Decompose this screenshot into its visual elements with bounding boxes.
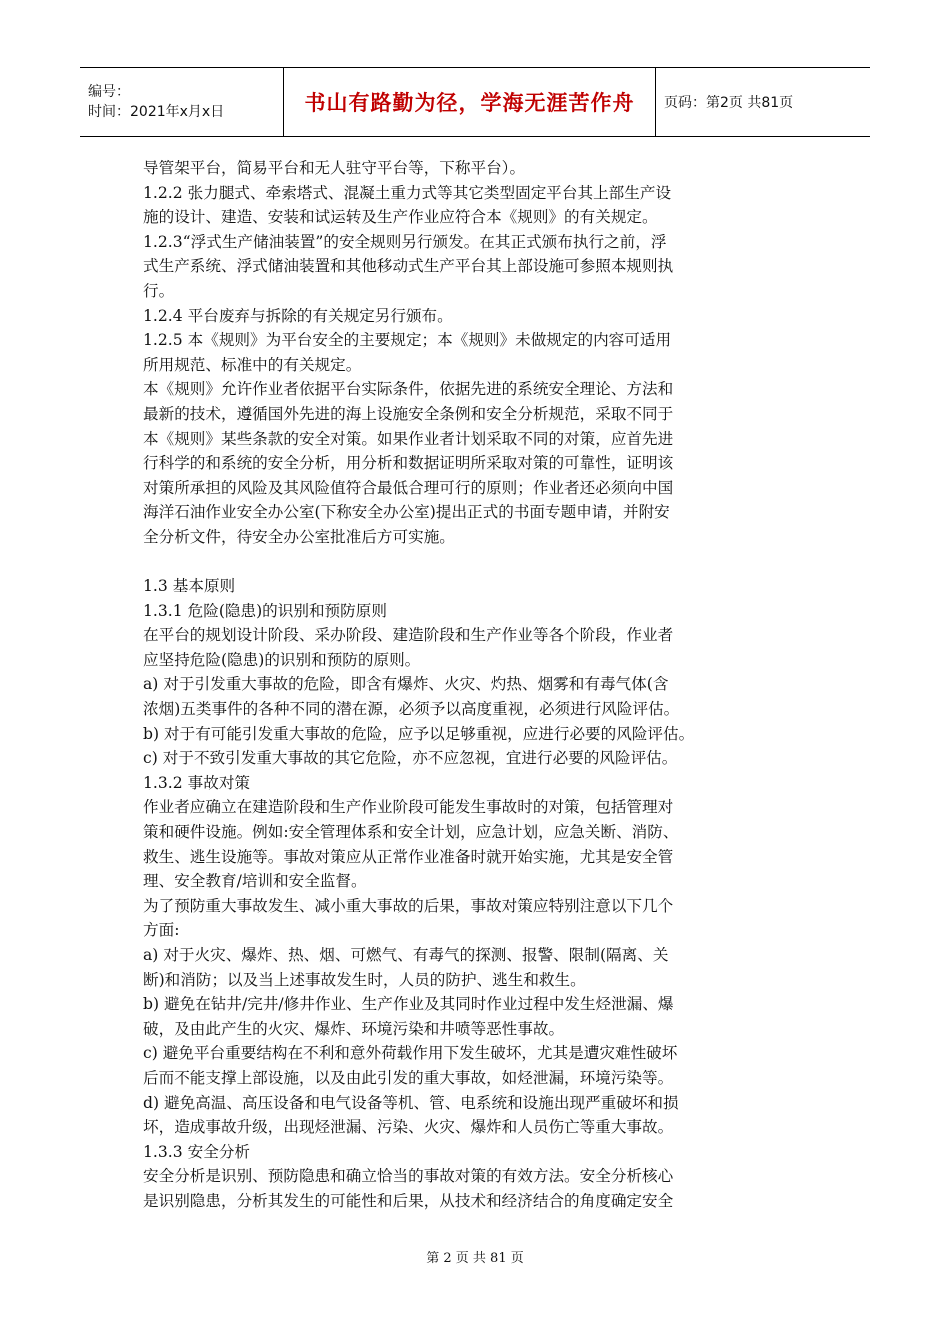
text-line: d) 避免高温、高压设备和电气设备等机、管、电系统和设施出现严重破坏和损 — [143, 1093, 679, 1112]
text-line: 式生产系统、浮式储油装置和其他移动式生产平台其上部设施可参照本规则执 — [143, 257, 674, 276]
text-line: 坏，造成事故升级，出现烃泄漏、污染、火灾、爆炸和人员伤亡等重大事故。 — [143, 1118, 674, 1137]
text-line: 浓烟)五类事件的各种不同的潜在源，必须予以高度重视，必须进行风险评估。 — [143, 700, 680, 719]
text-line: b) 避免在钻井/完井/修井作业、生产作业及其同时作业过程中发生烃泄漏、爆 — [143, 995, 674, 1014]
text-line: 所用规范、标准中的有关规定。 — [143, 355, 362, 374]
text-line: 方面: — [143, 921, 180, 940]
page-footer: 第 2 页 共 81 页 — [426, 1251, 524, 1266]
text-line: 导管架平台，简易平台和无人驻守平台等，下称平台）。 — [143, 159, 526, 177]
text-line: 作业者应确立在建造阶段和生产作业阶段可能发生事故时的对策，包括管理对 — [143, 798, 674, 817]
text-line: c) 避免平台重要结构在不利和意外荷载作用下发生破坏，尤其是遭灾难性破坏 — [143, 1044, 678, 1063]
text-line: 断)和消防；以及当上述事故发生时，人员的防护、逃生和救生。 — [143, 970, 586, 989]
text-line: 1.3 基本原则 — [143, 577, 236, 596]
text-line: 策和硬件设施。例如:安全管理体系和安全计划，应急计划，应急关断、消防、 — [143, 823, 679, 842]
serial-label: 编号： — [88, 84, 130, 100]
text-line: 1.3.2 事故对策 — [143, 773, 251, 792]
header-left-cell — [80, 68, 283, 136]
blank-line — [143, 550, 813, 575]
text-line: 是识别隐患，分析其发生的可能性和后果，从技术和经济结合的角度确定安全 — [143, 1191, 674, 1210]
text-line: 在平台的规划设计阶段、采办阶段、建造阶段和生产作业等各个阶段，作业者 — [143, 626, 674, 645]
text-line: 本《规则》某些条款的安全对策。如果作业者计划采取不同的对策，应首先进 — [143, 429, 674, 448]
text-line: 后而不能支撑上部设施，以及由此引发的重大事故，如烃泄漏，环境污染等。 — [143, 1068, 674, 1087]
text-line: b) 对于有可能引发重大事故的危险，应予以足够重视，应进行必要的风险评估。 — [143, 724, 695, 743]
text-line: 安全分析是识别、预防隐患和确立恰当的事故对策的有效方法。安全分析核心 — [143, 1167, 674, 1186]
text-line: 救生、逃生设施等。事故对策应从正常作业准备时就开始实施，尤其是安全管 — [143, 847, 674, 866]
page-info: 页码：第2页 共81页 — [664, 95, 794, 111]
text-line: 理、安全教育/培训和安全监督。 — [143, 872, 367, 891]
text-line: 破，及由此产生的火灾、爆炸、环境污染和井喷等恶性事故。 — [143, 1019, 565, 1038]
text-line: 行。 — [143, 281, 175, 300]
text-line: 最新的技术，遵循国外先进的海上设施安全条例和安全分析规范，采取不同于 — [143, 404, 674, 423]
text-line: c) 对于不致引发重大事故的其它危险，亦不应忽视，宜进行必要的风险评估。 — [143, 749, 678, 768]
text-line: 1.2.4 平台废弃与拆除的有关规定另行颁布。 — [143, 306, 453, 325]
text-line: 全分析文件，待安全办公室批准后方可实施。 — [143, 527, 455, 546]
text-line: 1.2.2 张力腿式、牵索塔式、混凝土重力式等其它类型固定平台其上部生产设 — [143, 183, 672, 202]
text-line: 对策所承担的风险及其风险值符合最低合理可行的原则；作业者还必须向中国 — [143, 478, 674, 497]
text-line: 行科学的和系统的安全分析，用分析和数据证明所采取对策的可靠性，证明该 — [143, 454, 674, 473]
text-line: 1.3.3 安全分析 — [143, 1142, 251, 1161]
text-line: a) 对于火灾、爆炸、热、烟、可燃气、有毒气的探测、报警、限制(隔离、关 — [143, 946, 669, 964]
motto-text: 书山有路勤为径，学海无涯苦作舟 — [304, 91, 635, 115]
text-line: 1.2.3“浮式生产储油装置”的安全规则另行颁发。在其正式颁布执行之前，浮 — [143, 232, 667, 251]
text-line: a) 对于引发重大事故的危险，即含有爆炸、火灾、灼热、烟雾和有毒气体(含 — [143, 675, 669, 694]
text-line: 应坚持危险(隐患)的识别和预防的原则。 — [143, 650, 421, 669]
page-header — [80, 67, 870, 137]
text-line: 为了预防重大事故发生、减小重大事故的后果，事故对策应特别注意以下几个 — [143, 896, 674, 915]
document-body — [143, 156, 813, 1214]
text-line: 海洋石油作业安全办公室(下称安全办公室)提出正式的书面专题申请，并附安 — [143, 503, 670, 522]
header-middle-cell — [283, 68, 656, 136]
text-line: 本《规则》允许作业者依据平台实际条件，依据先进的系统安全理论、方法和 — [143, 380, 674, 399]
text-line: 施的设计、建造、安装和试运转及生产作业应符合本《规则》的有关规定。 — [143, 208, 658, 227]
header-right-cell — [656, 68, 870, 136]
text-line: 1.3.1 危险(隐患)的识别和预防原则 — [143, 601, 387, 620]
date-label: 时间：2021年x月x日 — [88, 104, 225, 120]
text-line: 1.2.5 本《规则》为平台安全的主要规定；本《规则》未做规定的内容可适用 — [143, 331, 672, 350]
